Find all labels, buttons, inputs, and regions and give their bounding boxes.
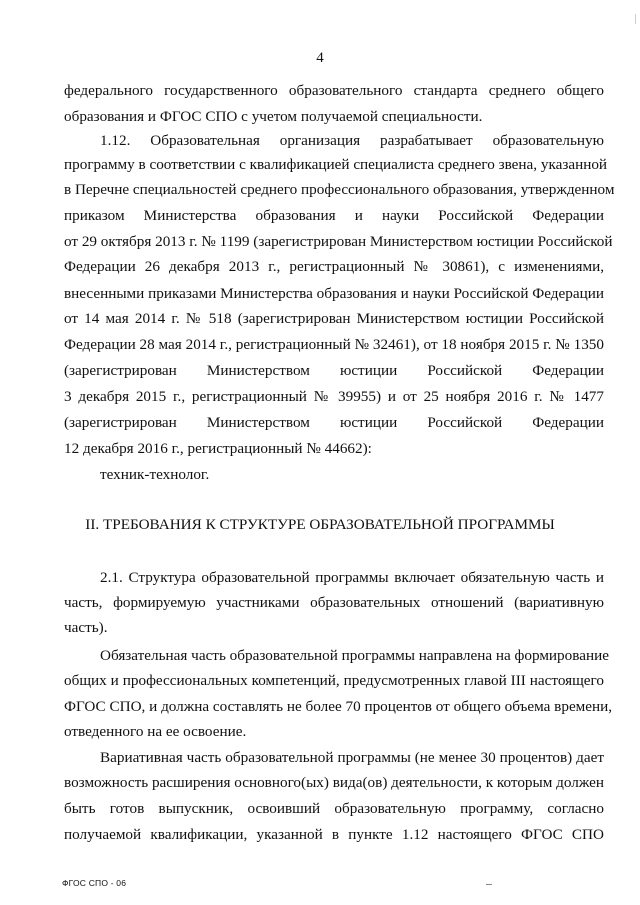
page-number: 4 bbox=[316, 50, 324, 66]
text-line: (зарегистрирован Министерством юстиции Российской Федерации bbox=[64, 362, 604, 379]
text-line: от 29 октября 2013 г. № 1199 (зарегистрирован Министерством юстиции Российской bbox=[64, 233, 613, 250]
text-line: Федерации 28 мая 2014 г., регистрационный № 32461), от 18 ноября 2015 г. № 1350 bbox=[64, 336, 604, 353]
text-line: от 14 мая 2014 г. № 518 (зарегистрирован Министерством юстиции Российской bbox=[64, 310, 604, 327]
text-line: (зарегистрирован Министерством юстиции Российской Федерации bbox=[64, 414, 604, 431]
text-line: 12 декабря 2016 г., регистрационный № 44662): bbox=[64, 440, 372, 457]
text-line: образования и ФГОС СПО с учетом получаемой специальности. bbox=[64, 108, 483, 125]
text-line: Федерации 26 декабря 2013 г., регистрационный № 30861), с изменениями, bbox=[64, 258, 604, 275]
text-line: федерального государственного образовательного стандарта среднего общего bbox=[64, 82, 604, 99]
text-line: часть, формируемую участниками образовательных отношений (вариативную bbox=[64, 594, 604, 611]
text-line: 3 декабря 2015 г., регистрационный № 39955) и от 25 ноября 2016 г. № 1477 bbox=[64, 388, 604, 405]
text-line: приказом Министерства образования и науки Российской Федерации bbox=[64, 207, 604, 224]
text-line: Вариативная часть образовательной программы (не менее 30 процентов) дает bbox=[100, 749, 604, 766]
section-heading: II. ТРЕБОВАНИЯ К СТРУКТУРЕ ОБРАЗОВАТЕЛЬНОЙ ПРОГРАММЫ bbox=[85, 516, 555, 533]
text-line: общих и профессиональных компетенций, предусмотренных главой III настоящего bbox=[64, 672, 604, 689]
text-line: Обязательная часть образовательной программы направлена на формирование bbox=[100, 647, 609, 664]
footer-scan-mark bbox=[486, 884, 492, 885]
text-line: часть). bbox=[64, 619, 108, 636]
text-line: отведенного на ее освоение. bbox=[64, 723, 247, 740]
text-line: программу в соответствии с квалификацией специалиста среднего звена, указанной bbox=[64, 156, 608, 173]
scan-edge-mark bbox=[635, 14, 636, 24]
text-line: 2.1. Структура образовательной программы включает обязательную часть и bbox=[100, 569, 604, 586]
text-line: получаемой квалификации, указанной в пункте 1.12 настоящего ФГОС СПО bbox=[64, 826, 604, 843]
text-line: техник-технолог. bbox=[100, 466, 210, 483]
footer-code: ФГОС СПО - 06 bbox=[62, 878, 127, 888]
text-line: 1.12. Образовательная организация разрабатывает образовательную bbox=[100, 132, 604, 149]
text-line: в Перечне специальностей среднего профессионального образования, утвержденном bbox=[64, 181, 615, 198]
text-line: ФГОС СПО, и должна составлять не более 70 процентов от общего объема времени, bbox=[64, 698, 613, 715]
text-line: внесенными приказами Министерства образования и науки Российской Федерации bbox=[64, 285, 604, 302]
text-line: быть готов выпускник, освоивший образовательную программу, согласно bbox=[64, 800, 604, 817]
text-line: возможность расширения основного(ых) вида(ов) деятельности, к которым должен bbox=[64, 774, 604, 791]
